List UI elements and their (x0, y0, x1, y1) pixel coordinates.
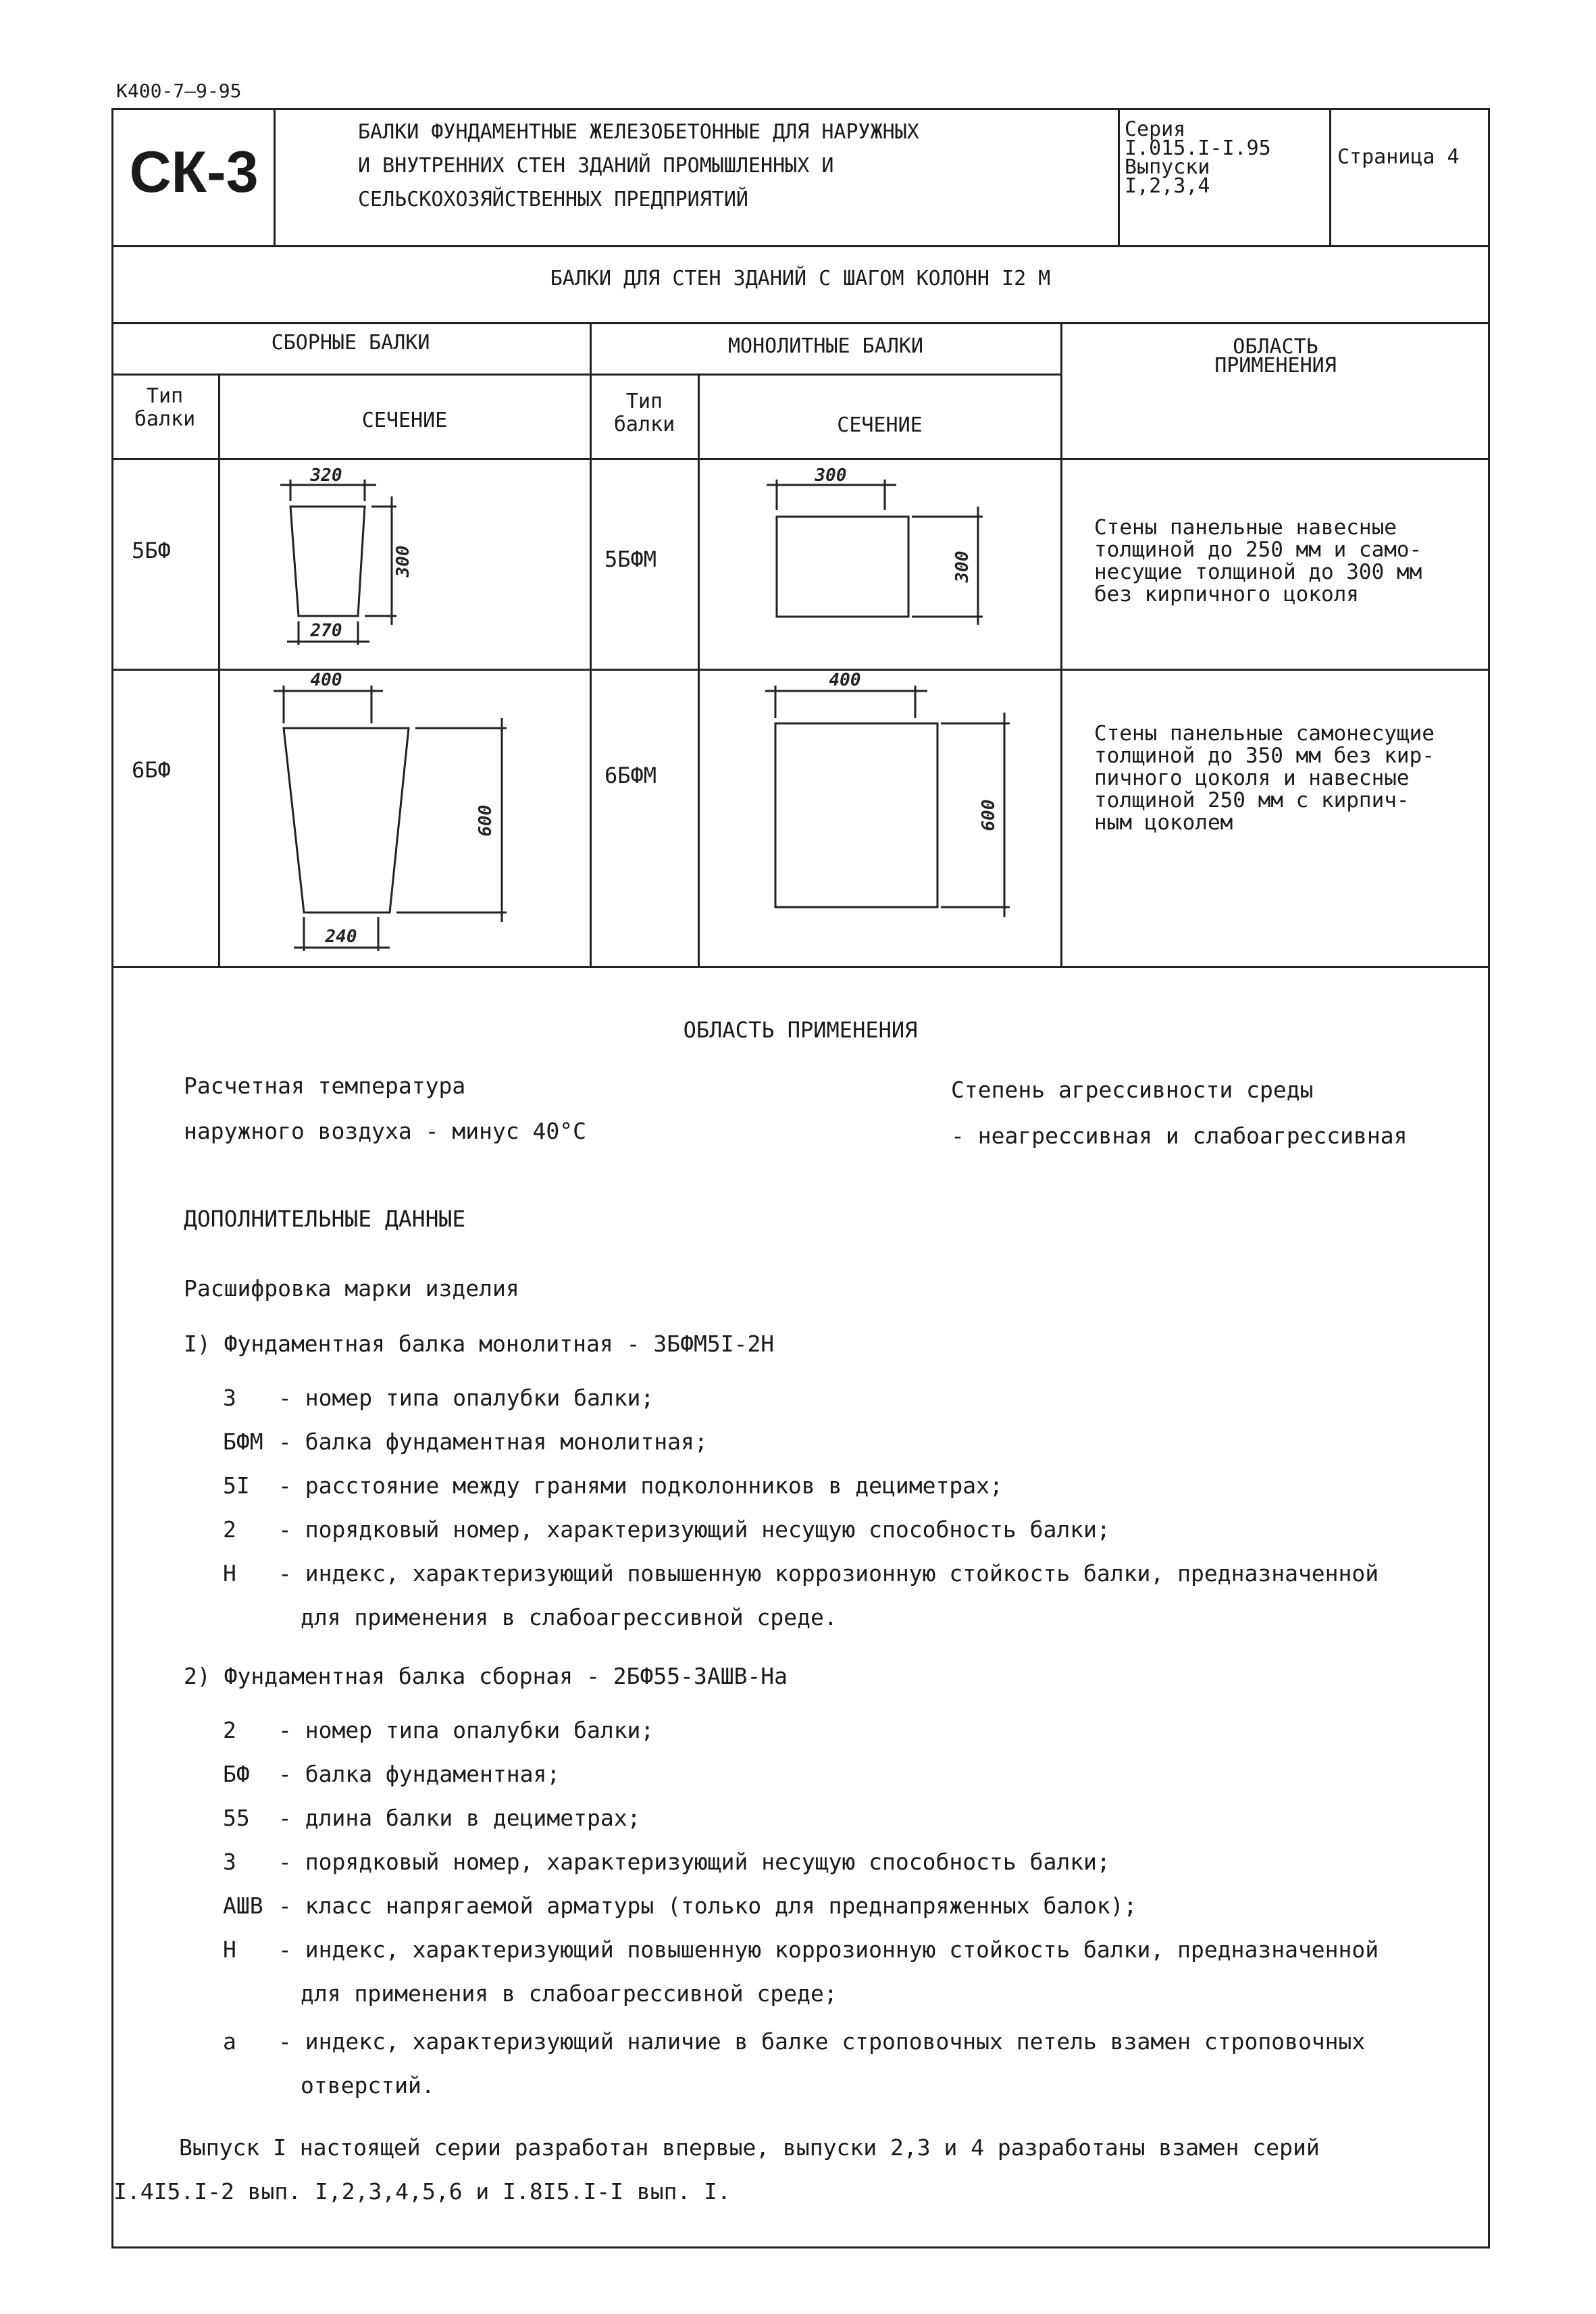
table-bottom-line (111, 966, 1489, 968)
header-application (1062, 335, 1489, 378)
prefab-section-header: СЕЧЕНИЕ (361, 409, 448, 432)
item1-title: I) Фундаментная балка монолитная - 3БФМ5I-2Н (184, 1331, 775, 1357)
item2-code: 2 (223, 1717, 236, 1743)
application-aggression-1: Степень агрессивности среды (951, 1077, 1314, 1103)
issues-label: Выпуски (1125, 155, 1210, 179)
frame-bottom (111, 2246, 1490, 2248)
row1-application (1094, 517, 1422, 606)
issues-number: I,2,3,4 (1125, 174, 1210, 198)
row1-mono-height-dim: 300 (952, 550, 973, 583)
item2-text: - класс напрягаемой арматуры (только для преднапряженных балок); (278, 1893, 1137, 1919)
item2-text: - длина балки в дециметрах; (278, 1805, 641, 1831)
item1-code: 2 (223, 1516, 236, 1543)
row1-mono-type: 5БФМ (604, 546, 657, 572)
title-line-3: СЕЛЬСКОХОЗЯЙСТВЕННЫХ ПРЕДПРИЯТИЙ (358, 188, 748, 211)
title-line-1: БАЛКИ ФУНДАМЕНТНЫЕ ЖЕЛЕЗОБЕТОННЫЕ ДЛЯ НАРУЖНЫХ (358, 120, 919, 144)
item1-continuation: для применения в слабоагрессивной среде. (301, 1604, 838, 1630)
row1-prefab-type: 5БФ (132, 538, 171, 563)
item2-text: - балка фундаментная; (278, 1761, 561, 1787)
row1-mono-section-drawing (699, 459, 1060, 669)
application-temp-1: Расчетная температура (184, 1073, 466, 1099)
item2-code: 3 (223, 1849, 236, 1875)
footer-note-2: I.4I5.I-2 вып. I,2,3,4,5,6 и I.8I5.I-I вып. I. (113, 2178, 731, 2205)
item1-code: БФМ (223, 1429, 263, 1455)
row1-mono-width-dim: 300 (815, 465, 847, 486)
item2-code: а (223, 2028, 236, 2055)
header-prefab: СБОРНЫЕ БАЛКИ (271, 331, 430, 355)
item1-text: - номер типа опалубки балки; (278, 1385, 654, 1411)
item1-code: 3 (223, 1385, 236, 1411)
header-divider-1 (274, 108, 276, 247)
series-label: Серия (1125, 118, 1186, 141)
mono-type-header-1: Тип (625, 390, 663, 413)
document-code: К400-7—9-95 (116, 80, 242, 102)
row2-prefab-height-dim: 600 (475, 804, 496, 837)
row1-application-line: толщиной до 250 мм и само- (1094, 538, 1422, 562)
prefab-type-header-1: Тип (146, 384, 184, 408)
additional-intro: Расшифровка марки изделия (184, 1275, 519, 1302)
item2-code: АШВ (223, 1893, 263, 1919)
item1-text: - балка фундаментная монолитная; (278, 1429, 708, 1455)
prefab-type-header-2: балки (134, 407, 196, 431)
item2-continuation-2: отверстий. (301, 2072, 435, 2099)
application-temp-2: наружного воздуха - минус 40°С (184, 1118, 587, 1144)
item1-text: - индекс, характеризующий повышенную коррозионную стойкость балки, предназначенной (278, 1560, 1379, 1587)
row1-prefab-top-dim: 320 (310, 465, 342, 486)
row1-mono-rect (777, 517, 908, 617)
item2-code: БФ (223, 1761, 250, 1787)
row2-mono-section-drawing (699, 671, 1060, 966)
row2-prefab-type: 6БФ (132, 757, 171, 783)
row1-application-line: Стены панельные навесные (1094, 515, 1397, 540)
table-caption: БАЛКИ ДЛЯ СТЕН ЗДАНИЙ С ШАГОМ КОЛОНН I2 М (550, 267, 1051, 290)
prefab-type-header (111, 385, 218, 431)
item1-code: Н (223, 1560, 236, 1587)
row2-mono-height-dim: 600 (979, 799, 999, 831)
title-line-2: И ВНУТРЕННИХ СТЕН ЗДАНИЙ ПРОМЫШЛЕННЫХ И (358, 154, 834, 178)
item2-continuation-1: для применения в слабоагрессивной среде; (301, 1980, 838, 2007)
row2-prefab-top-dim: 400 (310, 671, 342, 690)
row2-application-line: ным цоколем (1094, 811, 1233, 835)
series-number: I.015.I-I.95 (1125, 136, 1271, 160)
mono-type-header (591, 390, 698, 436)
header-divider-2 (1118, 108, 1120, 247)
table-group-line (111, 374, 1062, 376)
row2-prefab-bottom-dim: 240 (325, 927, 357, 947)
item2-code: 55 (223, 1805, 250, 1831)
row2-prefab-trapezoid (284, 728, 409, 912)
row2-application-line: Стены панельные самонесущие (1094, 721, 1435, 746)
additional-heading: ДОПОЛНИТЕЛЬНЫЕ ДАННЫЕ (184, 1206, 466, 1232)
header-application-line-1: ОБЛАСТЬ (1233, 335, 1318, 359)
item2-text: - индекс, характеризующий наличие в балке строповочных петель взамен строповочных (278, 2028, 1366, 2055)
table-top-line (111, 322, 1489, 324)
item2-text: - номер типа опалубки балки; (278, 1717, 654, 1743)
row2-mono-type: 6БФМ (604, 763, 657, 788)
row2-prefab-section-drawing (220, 671, 590, 966)
item2-text: - индекс, характеризующий повышенную коррозионную стойкость балки, предназначенной (278, 1936, 1379, 1963)
row2-application (1094, 723, 1435, 834)
item2-text: - порядковый номер, характеризующий несущую способность балки; (278, 1849, 1110, 1875)
application-heading: ОБЛАСТЬ ПРИМЕНЕНИЯ (683, 1017, 918, 1043)
row2-mono-rect (775, 723, 937, 907)
mono-section-header: СЕЧЕНИЕ (837, 413, 923, 437)
row1-prefab-bottom-dim: 270 (310, 621, 342, 641)
application-aggression-2: - неагрессивная и слабоагрессивная (951, 1123, 1408, 1149)
item1-text: - расстояние между гранями подколонников в дециметрах; (278, 1472, 1003, 1499)
row1-application-line: без кирпичного цоколя (1094, 582, 1359, 607)
row2-application-line: толщиной до 350 мм без кир- (1094, 744, 1435, 768)
item1-text: - порядковый номер, характеризующий несущую способность балки; (278, 1516, 1110, 1543)
row1-prefab-trapezoid (290, 507, 365, 616)
header-bottom-line (111, 245, 1489, 247)
mono-type-header-2: балки (613, 413, 675, 436)
header-monolithic: МОНОЛИТНЫЕ БАЛКИ (728, 334, 923, 358)
item2-code: Н (223, 1936, 236, 1963)
row2-application-line: толщиной 250 мм с кирпич- (1094, 788, 1410, 813)
header-application-line-2: ПРИМЕНЕНИЯ (1214, 354, 1337, 378)
table-div-app (1060, 322, 1062, 967)
footer-note-1: Выпуск I настоящей серии разработан впервые, выпуски 2,3 и 4 разработаны взамен серий (179, 2134, 1320, 2161)
item1-code: 5I (223, 1472, 250, 1499)
row2-application-line: пичного цоколя и навесные (1094, 766, 1410, 790)
frame-right (1488, 108, 1490, 2248)
header-divider-3 (1329, 108, 1331, 247)
row1-application-line: несущие толщиной до 300 мм (1094, 560, 1422, 584)
mark-code: СК-3 (129, 140, 259, 205)
frame-top (111, 108, 1489, 110)
row1-prefab-section-drawing (220, 459, 590, 669)
page-number: Страница 4 (1337, 145, 1460, 169)
row1-prefab-height-dim: 300 (393, 545, 413, 577)
series-block (1125, 120, 1271, 196)
row2-mono-width-dim: 400 (829, 671, 861, 690)
item2-title: 2) Фундаментная балка сборная - 2БФ55-3АШВ-На (184, 1663, 788, 1689)
